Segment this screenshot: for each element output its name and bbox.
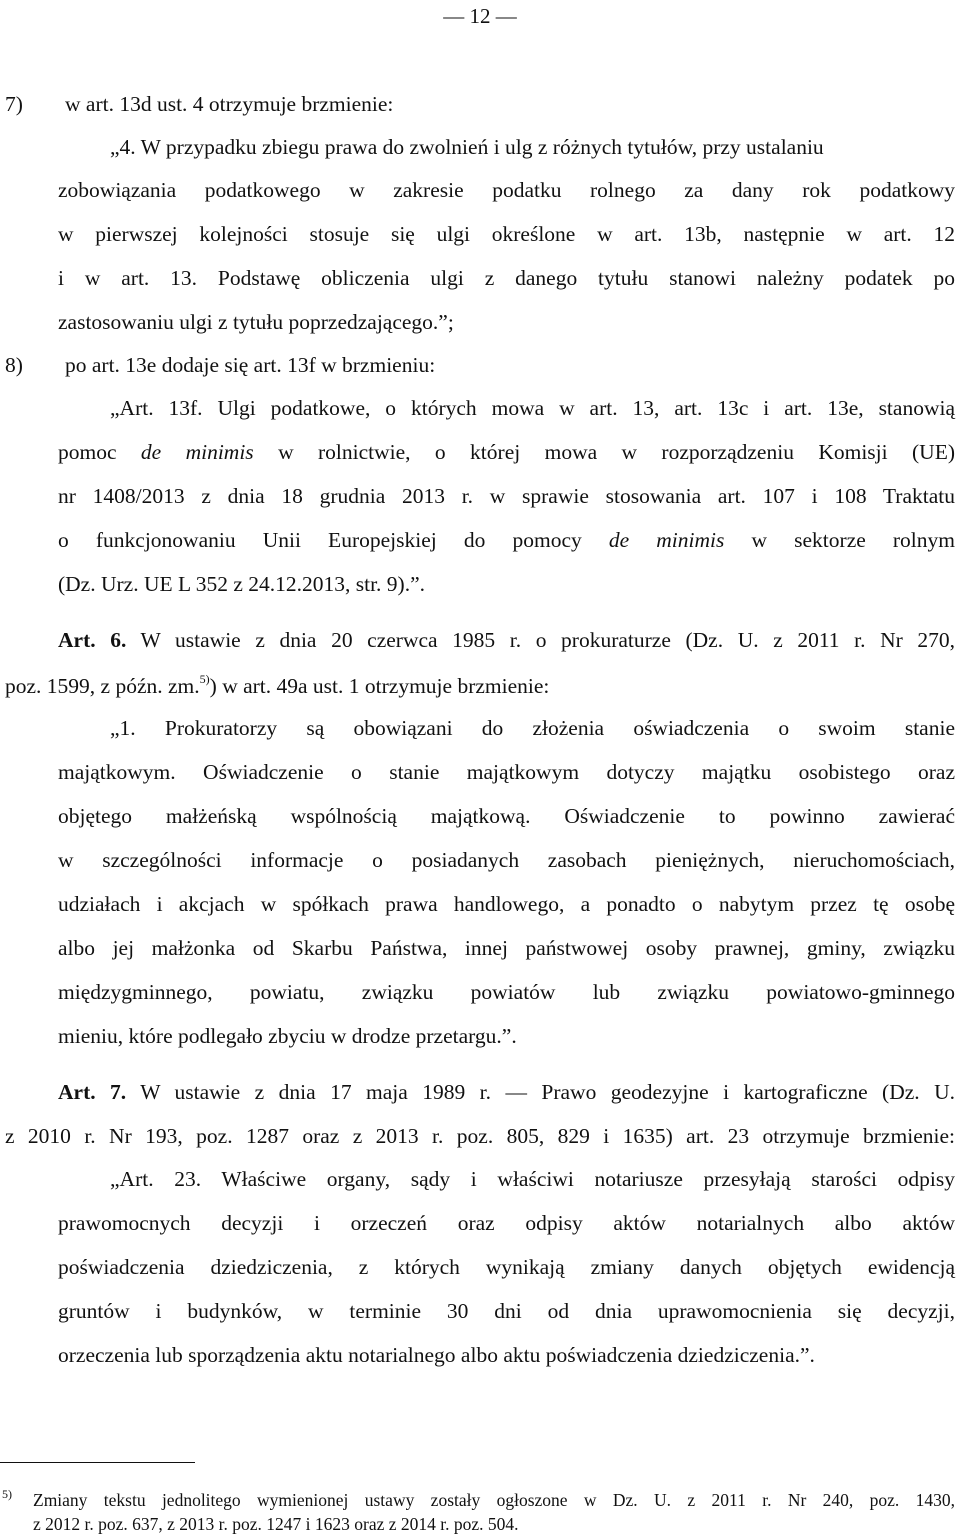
article-7-quote-3: poświadczenia dziedziczenia, z których wynikają zmiany danych objętych ewidencją [58, 1255, 955, 1279]
item-7-intro: w art. 13d ust. 4 otrzymuje brzmienie: [65, 92, 394, 116]
item-7-line-3: w pierwszej kolejności stosuje się ulgi określone w art. 13b, następnie w art. 12 [58, 222, 955, 246]
footnote-ref: 5) [199, 672, 210, 686]
article-6-quote-4: w szczególności informacje o posiadanych zasobach pieniężnych, nieruchomościach, [58, 848, 955, 872]
article-6-line-1 [58, 630, 955, 652]
article-6-quote-7: międzygminnego, powiatu, związku powiatów lub związku powiatowo-gminnego [58, 980, 955, 1004]
article-7-quote-2: prawomocnych decyzji i orzeczeń oraz odpisy aktów notarialnych albo aktów [58, 1211, 955, 1235]
page-number: — 12 — [443, 4, 517, 28]
text: w rolnictwie, o której mowa w rozporządzeniu Komisji (UE) [253, 440, 955, 464]
footnote-line-2: z 2012 r. poz. 637, z 2013 r. poz. 1247 i 1623 oraz z 2014 r. poz. 504. [33, 1514, 519, 1534]
footnote-line-1: Zmiany tekstu jednolitego wymienionej ustawy zostały ogłoszone w Dz. U. z 2011 r. Nr 240, poz. 1430, [33, 1490, 955, 1510]
text: „4. W przypadku zbiegu prawa do zwolnień i ulg z różnych tytułów, przy ustalaniu [110, 135, 824, 159]
item-7-line-5: zastosowaniu ulgi z tytułu poprzedzającego.”; [58, 310, 454, 334]
item-7-label: 7) [5, 92, 23, 116]
text: W ustawie z dnia 17 maja 1989 r. — Prawo geodezyjne i kartograficzne (Dz. U. [126, 1080, 955, 1104]
article-6-quote-6: albo jej małżonka od Skarbu Państwa, innej państwowej osoby prawnej, gminy, związku [58, 936, 955, 960]
text: o funkcjonowaniu Unii Europejskiej do pomocy [58, 528, 609, 552]
text: w sektorze rolnym [724, 528, 956, 552]
text: pomoc [58, 440, 141, 464]
article-6-line-2 [5, 672, 550, 699]
article-6-quote-3: objętego małżeńską wspólnością majątkową. Oświadczenie to powinno zawierać [58, 804, 955, 828]
item-8-line-5: (Dz. Urz. UE L 352 z 24.12.2013, str. 9).”. [58, 572, 426, 596]
text: W ustawie z dnia 20 czerwca 1985 r. o prokuraturze (Dz. U. z 2011 r. Nr 270, [126, 628, 955, 652]
article-6-quote-8: mieniu, które podlegało zbyciu w drodze przetargu.”. [58, 1024, 517, 1048]
article-6-heading: Art. 6. [58, 628, 127, 652]
article-7-quote-5: orzeczenia lub sporządzenia aktu notarialnego albo aktu poświadczenia dziedziczenia.”. [58, 1343, 815, 1367]
article-7-heading: Art. 7. [58, 1080, 127, 1104]
article-6-quote-2: majątkowym. Oświadczenie o stanie majątkowym dotyczy majątku osobistego oraz [58, 760, 955, 784]
item-7-line-2: zobowiązania podatkowego w zakresie podatku rolnego za dany rok podatkowy [58, 178, 955, 202]
footnote-separator [0, 1462, 195, 1463]
item-8-line-1: „Art. 13f. Ulgi podatkowe, o których mowa w art. 13, art. 13c i art. 13e, stanowią [110, 396, 955, 420]
item-8-line-4 [58, 530, 955, 552]
item-8-line-2 [58, 442, 955, 464]
article-6-quote-1: „1. Prokuratorzy są obowiązani do złożenia oświadczenia o swoim stanie [110, 716, 955, 740]
item-7-line-1 [110, 137, 955, 159]
italic-term: de minimis [608, 528, 725, 552]
article-7-line-2: z 2010 r. Nr 193, poz. 1287 oraz z 2013 r. poz. 805, 829 i 1635) art. 23 otrzymuje brzmienie: [5, 1124, 955, 1148]
article-7-line-1 [58, 1082, 955, 1104]
footnote-mark: 5) [2, 1487, 12, 1501]
article-6-quote-5: udziałach i akcjach w spółkach prawa handlowego, a ponadto o nabytym przez tę osobę [58, 892, 955, 916]
item-7-line-4: i w art. 13. Podstawę obliczenia ulgi z danego tytułu stanowi należny podatek po [58, 266, 955, 290]
item-8-intro: po art. 13e dodaje się art. 13f w brzmieniu: [65, 353, 436, 377]
item-8-label: 8) [5, 353, 23, 377]
article-7-quote-4: gruntów i budynków, w terminie 30 dni od dnia uprawomocnienia się decyzji, [58, 1299, 955, 1323]
text: poz. 1599, z późn. zm. [5, 674, 200, 699]
italic-term: de minimis [140, 440, 254, 464]
text: ) w art. 49a ust. 1 otrzymuje brzmienie: [209, 674, 550, 699]
article-7-quote-1: „Art. 23. Właściwe organy, sądy i właściwi notariusze przesyłają starości odpisy [110, 1167, 955, 1191]
item-8-line-3: nr 1408/2013 z dnia 18 grudnia 2013 r. w sprawie stosowania art. 107 i 108 Traktatu [58, 484, 955, 508]
